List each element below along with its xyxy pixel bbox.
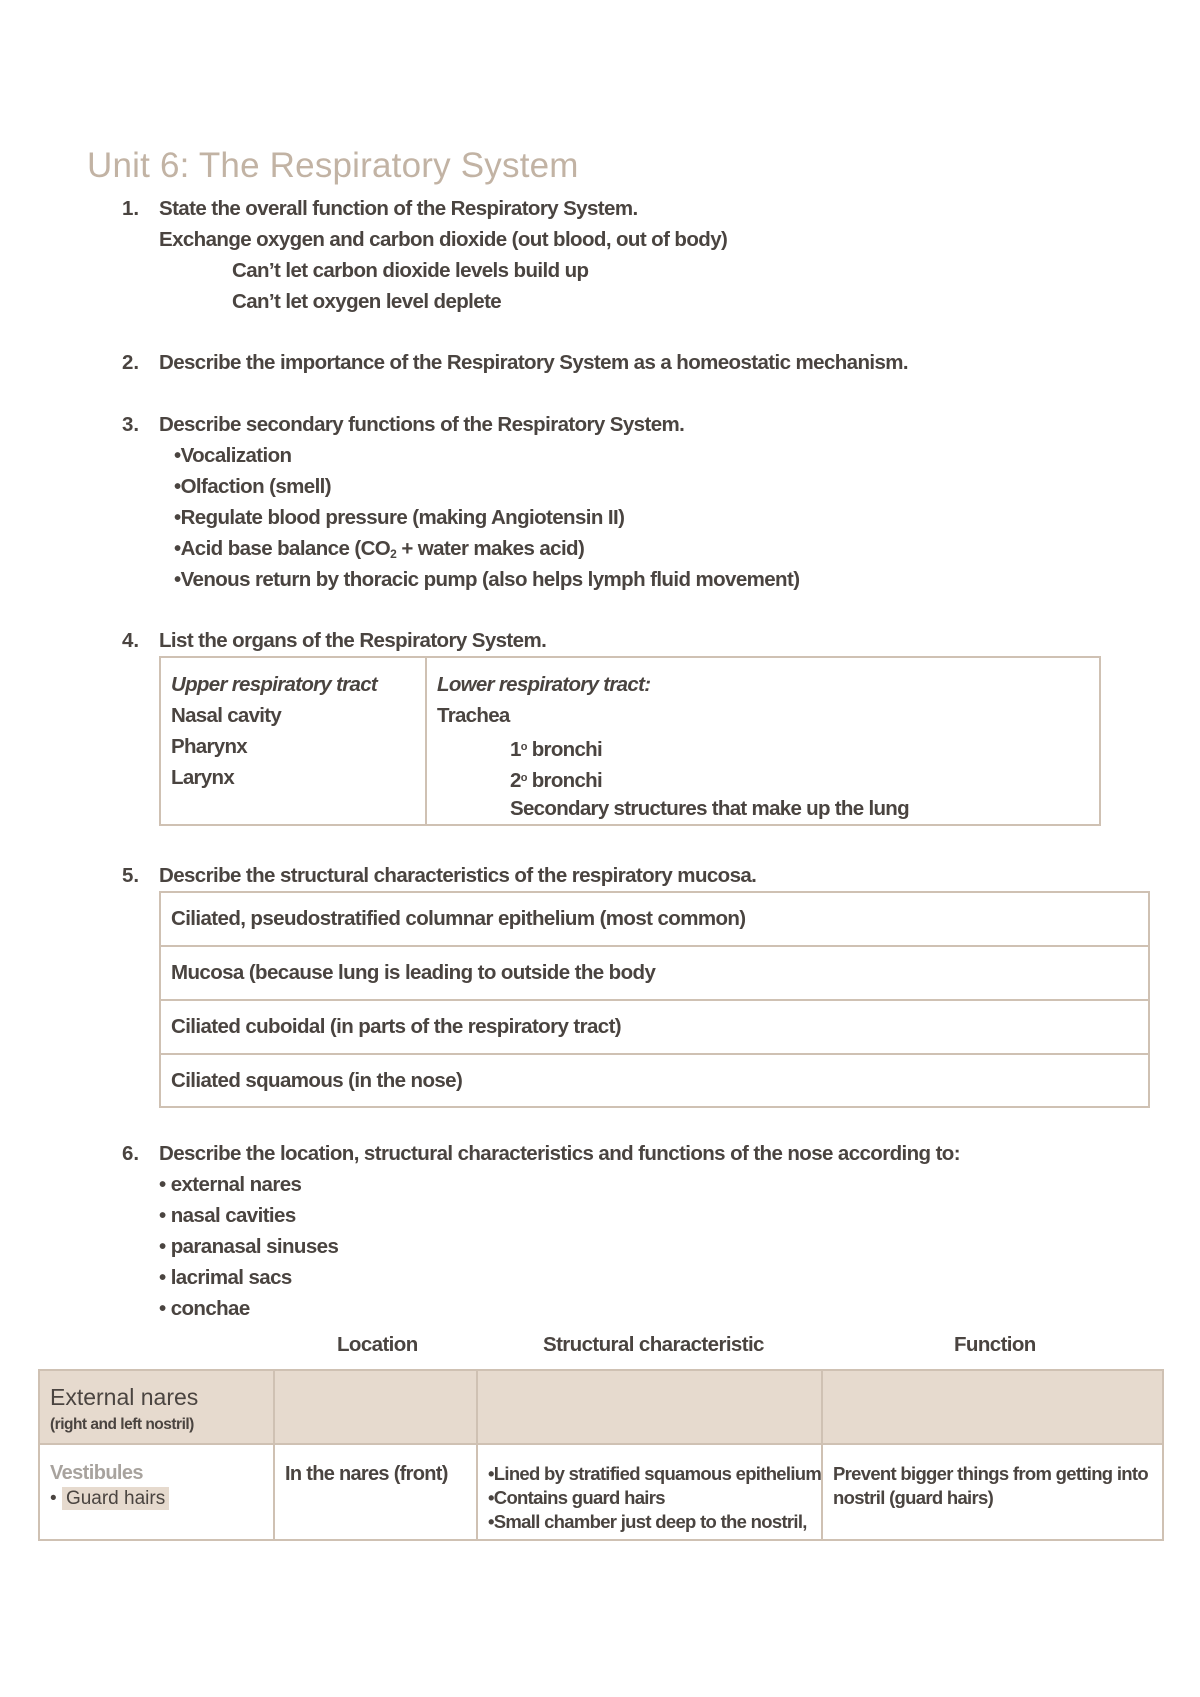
q1-question: State the overall function of the Respiratory System. — [159, 197, 638, 220]
bullet-icon: • — [488, 1463, 494, 1484]
row-sub-item — [50, 1488, 169, 1510]
table-cell: Ciliated, pseudostratified columnar epithelium (most common) — [171, 907, 746, 930]
q3-item: •Regulate blood pressure (making Angiotensin II) — [174, 506, 625, 529]
bullet-icon: • — [488, 1487, 494, 1508]
bullet-icon: • — [174, 475, 181, 498]
lower-tract-item: 1$^o$ bronchi — [510, 738, 602, 761]
q5-number: 5. — [122, 864, 140, 887]
function-cell: nostril (guard hairs) — [833, 1487, 994, 1508]
lower-tract-item: Trachea — [437, 704, 510, 727]
q1-answer: Exchange oxygen and carbon dioxide (out blood, out of body) — [159, 228, 728, 251]
q1-detail: Can’t let oxygen level deplete — [232, 290, 502, 313]
lower-tract-item: Secondary structures that make up the lung — [510, 797, 909, 820]
bullet-icon: • — [159, 1235, 166, 1258]
bullet-icon: • — [488, 1511, 494, 1532]
q1-detail: Can’t let carbon dioxide levels build up — [232, 259, 589, 282]
table-row — [161, 1001, 1148, 1055]
lower-tract-header: Lower respiratory tract: — [437, 673, 651, 696]
q6-number: 6. — [122, 1142, 140, 1165]
bullet-icon: • — [174, 568, 181, 591]
column-divider — [476, 1371, 478, 1539]
row-name: Vestibules — [50, 1462, 143, 1484]
section-subtitle: (right and left nostril) — [50, 1416, 194, 1433]
q6-item: • lacrimal sacs — [159, 1266, 292, 1289]
q3-item: •Acid base balance ($CO_2$ + water makes acid) — [174, 537, 585, 561]
lower-tract-item: 2$^o$ bronchi — [510, 769, 602, 792]
bullet-icon: • — [159, 1204, 166, 1227]
column-header-structure: Structural characteristic — [543, 1333, 764, 1356]
q4-number: 4. — [122, 629, 140, 652]
q3-number: 3. — [122, 413, 140, 436]
q3-question: Describe secondary functions of the Respiratory System. — [159, 413, 685, 436]
location-cell: In the nares (front) — [285, 1463, 448, 1485]
table-row — [161, 1055, 1148, 1109]
q5-question: Describe the structural characteristics of the respiratory mucosa. — [159, 864, 757, 887]
column-header-location: Location — [337, 1333, 418, 1356]
q1-number: 1. — [122, 197, 140, 220]
q3-item: •Olfaction (smell) — [174, 475, 331, 498]
table-cell: Ciliated squamous (in the nose) — [171, 1069, 463, 1092]
highlighted-text: Guard hairs — [62, 1487, 169, 1510]
upper-tract-item: Nasal cavity — [171, 704, 282, 727]
structure-item: •Small chamber just deep to the nostril, — [488, 1511, 807, 1532]
column-header-function: Function — [954, 1333, 1036, 1356]
upper-tract-header: Upper respiratory tract — [171, 673, 378, 696]
q2-question: Describe the importance of the Respiratory System as a homeostatic mechanism. — [159, 351, 909, 374]
bullet-icon: • — [50, 1488, 57, 1509]
q6-item: • conchae — [159, 1297, 250, 1320]
bullet-icon: • — [159, 1266, 166, 1289]
q2-number: 2. — [122, 351, 140, 374]
q6-question: Describe the location, structural characteristics and functions of the nose according to: — [159, 1142, 960, 1165]
table-row — [161, 893, 1148, 947]
structure-item: •Contains guard hairs — [488, 1487, 665, 1508]
q6-item: • nasal cavities — [159, 1204, 296, 1227]
page-title: Unit 6: The Respiratory System — [87, 146, 579, 185]
table-cell: Ciliated cuboidal (in parts of the respiratory tract) — [171, 1015, 622, 1038]
q6-item: • paranasal sinuses — [159, 1235, 339, 1258]
table-divider — [425, 658, 427, 824]
organs-table — [159, 656, 1101, 826]
section-header-row — [40, 1371, 1162, 1445]
bullet-icon: • — [174, 444, 181, 467]
q3-item: •Vocalization — [174, 444, 292, 467]
nose-table — [38, 1369, 1164, 1541]
mucosa-table — [159, 891, 1150, 1108]
bullet-icon: • — [159, 1173, 166, 1196]
function-cell: Prevent bigger things from getting into — [833, 1463, 1148, 1484]
bullet-icon: • — [174, 537, 181, 560]
column-divider — [821, 1371, 823, 1539]
section-title: External nares — [50, 1384, 199, 1410]
bullet-icon: • — [174, 506, 181, 529]
structure-item: •Lined by stratified squamous epithelium — [488, 1463, 822, 1484]
q6-item: • external nares — [159, 1173, 302, 1196]
column-divider — [273, 1371, 275, 1539]
upper-tract-item: Pharynx — [171, 735, 247, 758]
table-row — [161, 947, 1148, 1001]
bullet-icon: • — [159, 1297, 166, 1320]
upper-tract-item: Larynx — [171, 766, 235, 789]
table-cell: Mucosa (because lung is leading to outside the body — [171, 961, 656, 984]
q3-item: •Venous return by thoracic pump (also helps lymph fluid movement) — [174, 568, 800, 591]
q4-question: List the organs of the Respiratory System. — [159, 629, 547, 652]
